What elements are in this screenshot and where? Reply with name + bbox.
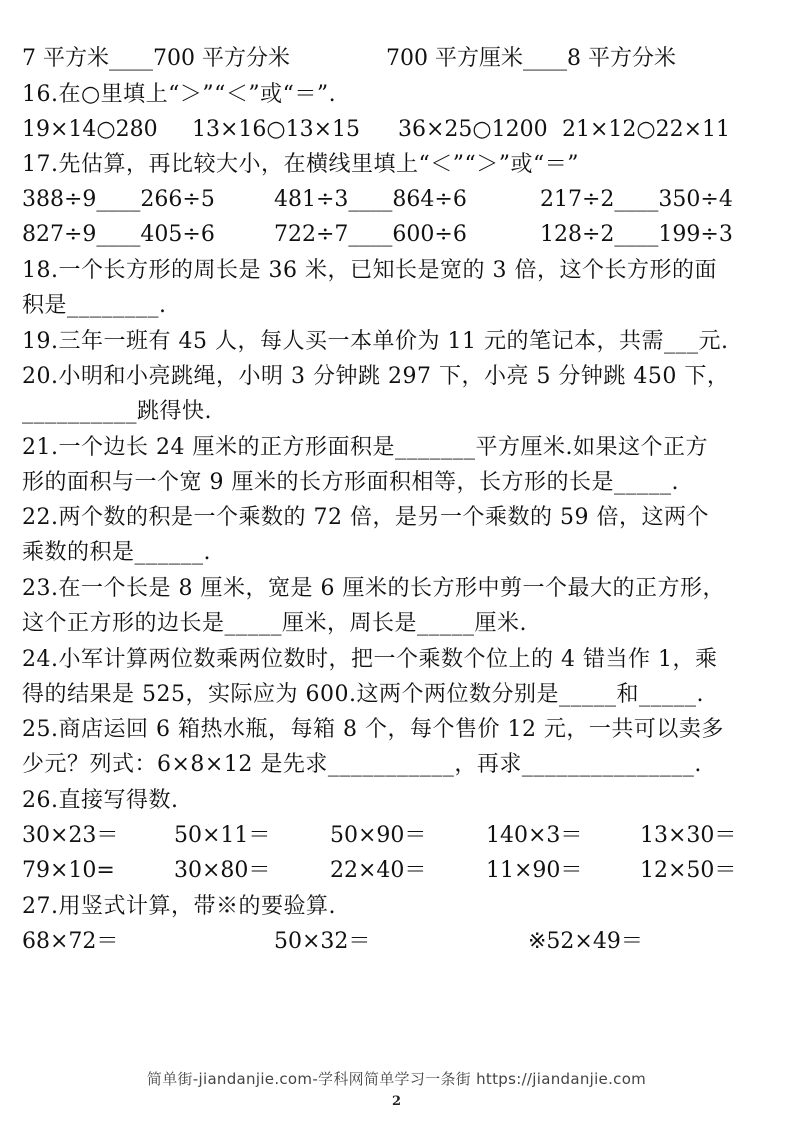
mental-math-item: 13×30＝: [640, 823, 737, 848]
question-21-line-1: 21.一个边长 24 厘米的正方形面积是_______平方厘米.如果这个正方: [22, 435, 708, 460]
question-20-line-1: 20.小明和小亮跳绳，小明 3 分钟跳 297 下，小亮 5 分钟跳 450 下，: [22, 364, 730, 389]
vertical-calc-item: 50×32＝: [274, 929, 371, 954]
estimate-item: 388÷9____266÷5: [22, 187, 215, 212]
mental-math-item: 50×90＝: [330, 823, 427, 848]
estimate-item: 827÷9____405÷6: [22, 222, 215, 247]
mental-math-item: 50×11＝: [174, 823, 271, 848]
page-number: 2: [391, 1094, 402, 1109]
question-21-line-2: 形的面积与一个宽 9 厘米的长方形面积相等，长方形的长是_____.: [22, 470, 679, 495]
footer-credit: 简单街-jiandanjie.com-学科网简单学习一条街 https://jiandanjie.com: [146, 1070, 647, 1088]
question-23-line-2: 这个正方形的边长是_____厘米，周长是_____厘米.: [22, 611, 527, 636]
compare-item: 19×14○280: [22, 117, 158, 142]
compare-item: 700 平方厘米____8 平方分米: [386, 46, 676, 71]
question-18-line-2: 积是________.: [22, 293, 167, 318]
compare-item: 13×16○13×15: [192, 117, 361, 142]
question-18-line-1: 18.一个长方形的周长是 36 米，已知长是宽的 3 倍，这个长方形的面: [22, 258, 717, 283]
vertical-calc-item: ※52×49＝: [528, 929, 643, 954]
question-25-line-1: 25.商店运回 6 箱热水瓶，每箱 8 个，每个售价 12 元，一共可以卖多: [22, 717, 724, 742]
mental-math-item: 79×10=: [22, 858, 115, 883]
question-24-line-2: 得的结果是 525，实际应为 600.这两个两位数分别是_____和_____.: [22, 682, 704, 707]
compare-item: 7 平方米____700 平方分米: [22, 46, 290, 71]
mental-math-item: 11×90＝: [486, 858, 583, 883]
question-26-prompt: 26.直接写得数.: [22, 788, 179, 813]
estimate-item: 128÷2____199÷3: [540, 222, 733, 247]
estimate-item: 722÷7____600÷6: [274, 222, 467, 247]
question-25-line-2: 少元？列式：6×8×12 是先求___________，再求_______________.: [22, 752, 702, 777]
estimate-item: 217÷2____350÷4: [540, 187, 733, 212]
vertical-calc-item: 68×72＝: [22, 929, 119, 954]
mental-math-item: 12×50＝: [640, 858, 737, 883]
question-22-line-2: 乘数的积是______.: [22, 540, 211, 565]
compare-item: 36×25○1200: [398, 117, 548, 142]
estimate-item: 481÷3____864÷6: [274, 187, 467, 212]
mental-math-item: 140×3＝: [486, 823, 583, 848]
question-19-line-1: 19.三年一班有 45 人，每人买一本单价为 11 元的笔记本，共需___元.: [22, 329, 729, 354]
mental-math-item: 30×80＝: [174, 858, 271, 883]
mental-math-item: 22×40＝: [330, 858, 427, 883]
question-23-line-1: 23.在一个长是 8 厘米，宽是 6 厘米的长方形中剪一个最大的正方形，: [22, 576, 725, 601]
question-27-prompt: 27.用竖式计算，带※的要验算.: [22, 894, 336, 919]
question-24-line-1: 24.小军计算两位数乘两位数时，把一个乘数个位上的 4 错当作 1，乘: [22, 647, 718, 672]
mental-math-item: 30×23＝: [22, 823, 119, 848]
question-20-line-2: __________跳得快.: [22, 399, 212, 424]
compare-item: 21×12○22×11: [562, 117, 731, 142]
question-17-prompt: 17.先估算，再比较大小，在横线里填上“＜”“＞”或“＝”: [22, 152, 579, 177]
question-16-prompt: 16.在○里填上“＞”“＜”或“＝”.: [22, 82, 337, 107]
question-22-line-1: 22.两个数的积是一个乘数的 72 倍，是另一个乘数的 59 倍，这两个: [22, 505, 709, 530]
